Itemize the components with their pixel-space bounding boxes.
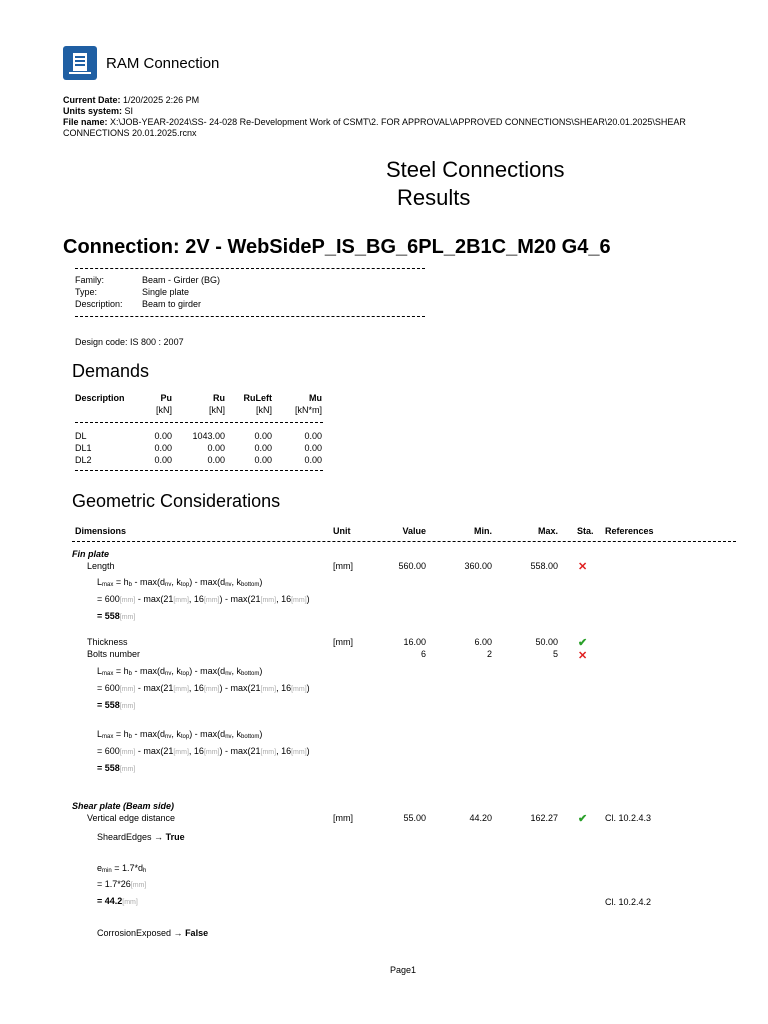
table-cell: 0.00 <box>207 443 225 453</box>
thickness-min: 6.00 <box>474 637 492 647</box>
divider <box>75 470 323 471</box>
ved-value: 55.00 <box>403 813 426 823</box>
geo-header-references: References <box>605 526 654 536</box>
table-cell: 0.00 <box>254 455 272 465</box>
geo-header-max: Max. <box>537 526 558 536</box>
geometric-heading: Geometric Considerations <box>72 491 281 511</box>
table-cell: 0.00 <box>304 443 322 453</box>
table-cell: 0.00 <box>207 455 225 465</box>
demands-header-pu: Pu <box>160 393 172 403</box>
geo-header-unit: Unit <box>333 526 351 536</box>
table-cell: 0.00 <box>304 431 322 441</box>
divider <box>72 541 736 542</box>
design-code: Design code: IS 800 : 2007 <box>75 337 184 347</box>
thickness-unit: [mm] <box>333 637 353 647</box>
ved-reference: Cl. 10.2.4.3 <box>605 813 652 823</box>
page-title-line1: Steel Connections <box>386 157 565 182</box>
file-name-line2: CONNECTIONS 20.01.2025.rcnx <box>63 128 197 138</box>
table-cell: 1043.00 <box>192 431 225 441</box>
description-value: Beam to girder <box>142 299 202 309</box>
formula-substitution: = 600[mm] - max(21[mm], 16[mm]) - max(21[mm], 16[mm]) <box>97 683 310 693</box>
table-row-label: DL <box>75 431 87 441</box>
formula-lmax: Lmax = hb - max(dnv, ktop) - max(dnv, kbottom) <box>97 666 263 677</box>
corrosion-exposed: CorrosionExposed → False <box>97 928 209 938</box>
fin-plate-label: Fin plate <box>72 549 110 559</box>
family-value: Beam - Girder (BG) <box>142 275 221 285</box>
formula-lmax: Lmax = hb - max(dnv, ktop) - max(dnv, kbottom) <box>97 577 263 588</box>
file-name-line: File name: X:\JOB-YEAR-2024\SS- 24-028 Re-Development Work of CSMT\2. FOR APPROVAL\APPROVED CONNECTIONS\SHEAR\20.01.2025\SHEAR <box>63 117 686 127</box>
formula-result: = 558[mm] <box>97 763 136 773</box>
demands-unit-pu: [kN] <box>155 405 172 415</box>
table-cell: 0.00 <box>154 431 172 441</box>
ved-max: 162.27 <box>530 813 558 823</box>
thickness-label: Thickness <box>87 637 128 647</box>
divider <box>75 316 425 317</box>
ved-unit: [mm] <box>333 813 353 823</box>
bolts-min: 2 <box>486 649 492 659</box>
formula-result: = 558[mm] <box>97 700 136 710</box>
units-line: Units system: SI <box>63 106 134 116</box>
demands-unit-ru: [kN] <box>208 405 225 415</box>
description-label: Description: <box>75 299 123 309</box>
table-row-label: DL2 <box>75 455 92 465</box>
divider <box>75 268 425 269</box>
geo-header-value: Value <box>402 526 426 536</box>
length-max: 558.00 <box>530 561 558 571</box>
length-value: 560.00 <box>398 561 426 571</box>
current-date-line: Current Date: 1/20/2025 2:26 PM <box>63 95 200 105</box>
table-cell: 0.00 <box>154 455 172 465</box>
formula-emin-result: = 44.2[mm] <box>97 896 138 906</box>
ram-logo-icon <box>63 46 97 80</box>
type-label: Type: <box>75 287 98 297</box>
emin-reference: Cl. 10.2.4.2 <box>605 897 652 907</box>
ved-label: Vertical edge distance <box>87 813 176 823</box>
connection-title: Connection: 2V - WebSideP_IS_BG_6PL_2B1C_M20 G4_6 <box>63 236 611 258</box>
divider <box>75 422 323 423</box>
sheared-edges: SheardEdges → True <box>97 832 185 842</box>
table-cell: 0.00 <box>154 443 172 453</box>
ved-min: 44.20 <box>469 813 492 823</box>
formula-substitution: = 600[mm] - max(21[mm], 16[mm]) - max(21[mm], 16[mm]) <box>97 746 310 756</box>
geo-header-dimensions: Dimensions <box>75 526 127 536</box>
demands-heading: Demands <box>72 361 150 381</box>
demands-header-mu: Mu <box>309 393 322 403</box>
bolts-value: 6 <box>420 649 426 659</box>
formula-substitution: = 600[mm] - max(21[mm], 16[mm]) - max(21[mm], 16[mm]) <box>97 594 310 604</box>
table-cell: 0.00 <box>254 443 272 453</box>
page-title-line2: Results <box>397 185 471 210</box>
check-icon: ✔ <box>578 637 588 649</box>
formula-emin-substitution: = 1.7*26[mm] <box>97 879 147 889</box>
demands-unit-mu: [kN*m] <box>295 405 322 415</box>
formula-emin: emin = 1.7*dh <box>97 863 147 874</box>
geo-header-status: Sta. <box>577 526 594 536</box>
length-unit: [mm] <box>333 561 353 571</box>
shear-plate-label: Shear plate (Beam side) <box>72 801 175 811</box>
table-cell: 0.00 <box>304 455 322 465</box>
bolts-max: 5 <box>552 649 558 659</box>
type-value: Single plate <box>142 287 190 297</box>
check-icon: ✔ <box>578 813 588 825</box>
demands-header-description: Description <box>75 393 125 403</box>
formula-result: = 558[mm] <box>97 611 136 621</box>
demands-header-ru: Ru <box>213 393 225 403</box>
table-cell: 0.00 <box>254 431 272 441</box>
demands-unit-ruleft: [kN] <box>255 405 272 415</box>
page-number: Page1 <box>390 965 417 975</box>
fail-icon: ✕ <box>578 561 588 573</box>
demands-header-ruleft: RuLeft <box>243 393 272 403</box>
thickness-max: 50.00 <box>535 637 558 647</box>
bolts-label: Bolts number <box>87 649 141 659</box>
logo-text: RAM Connection <box>106 55 220 72</box>
formula-lmax: Lmax = hb - max(dnv, ktop) - max(dnv, kbottom) <box>97 729 263 740</box>
length-label: Length <box>87 561 115 571</box>
geo-header-min: Min. <box>474 526 492 536</box>
table-row-label: DL1 <box>75 443 92 453</box>
fail-icon: ✕ <box>578 650 588 662</box>
thickness-value: 16.00 <box>403 637 426 647</box>
family-label: Family: <box>75 275 104 285</box>
length-min: 360.00 <box>464 561 492 571</box>
